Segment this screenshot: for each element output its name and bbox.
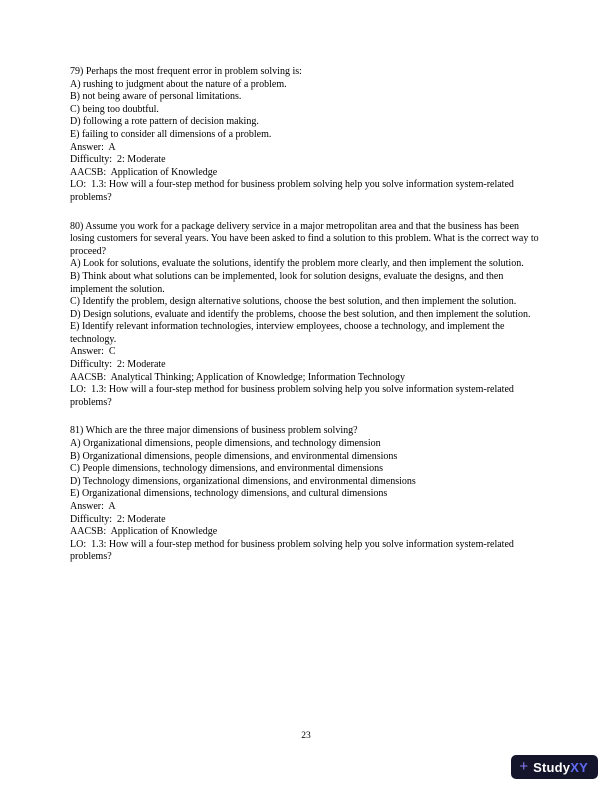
question-option-d: D) Technology dimensions, organizational dimensions, and environmental dimensions xyxy=(70,475,416,487)
lo-line: LO: 1.3: How will a four-step method for business problem solving help you solve information system-related problems? xyxy=(70,384,517,408)
question-option-e: E) Identify relevant information technologies, interview employees, choose a technology, and implement the technology. xyxy=(70,321,507,345)
question-option-a: A) rushing to judgment about the nature of a problem. xyxy=(70,78,287,90)
answer-line: Answer: C xyxy=(70,346,116,358)
question-option-b: B) Organizational dimensions, people dimensions, and environmental dimensions xyxy=(70,450,398,462)
question-option-c: C) being too doubtful. xyxy=(70,103,159,115)
plus-icon: + xyxy=(519,757,529,775)
question-option-d: D) following a rote pattern of decision making. xyxy=(70,116,259,128)
lo-line: LO: 1.3: How will a four-step method for business problem solving help you solve information system-related problems? xyxy=(70,538,517,563)
question-option-c: C) Identify the problem, design alternative solutions, choose the best solution, and then implement the solution. xyxy=(70,296,517,308)
question-block-81 xyxy=(70,425,540,564)
aacsb-line: AACSB: Application of Knowledge xyxy=(70,166,218,178)
question-block-79 xyxy=(70,66,540,205)
question-option-a: A) Organizational dimensions, people dimensions, and technology dimension xyxy=(70,438,381,450)
difficulty-line: Difficulty: 2: Moderate xyxy=(70,359,166,371)
difficulty-line: Difficulty: 2: Moderate xyxy=(70,154,166,166)
page-number: 23 xyxy=(301,731,311,741)
answer-line: Answer: A xyxy=(70,141,116,153)
page-content xyxy=(70,66,540,580)
question-option-e: E) failing to consider all dimensions of a problem. xyxy=(70,128,272,140)
answer-line: Answer: A xyxy=(70,501,116,512)
studyxy-logo xyxy=(511,755,598,779)
question-stem: 80) Assume you work for a package delivery service in a major metropolitan area and that the business has been losing customers for several years. You have been asked to find a solution to this problem. What is the correct way to proceed? xyxy=(70,220,542,257)
question-option-d: D) Design solutions, evaluate and identify the problems, choose the best solution, and then implement the solution. xyxy=(70,308,531,320)
aacsb-line: AACSB: Analytical Thinking; Application of Knowledge; Information Technology xyxy=(70,371,405,383)
question-option-e: E) Organizational dimensions, technology dimensions, and cultural dimensions xyxy=(70,488,388,500)
question-option-b: B) Think about what solutions can be implemented, look for solution designs, evaluate the designs, and then implement the solution. xyxy=(70,270,506,295)
brand-text xyxy=(533,760,588,775)
brand-name-secondary: XY xyxy=(570,759,588,775)
difficulty-line: Difficulty: 2: Moderate xyxy=(70,513,166,525)
brand-name-primary: Study xyxy=(533,759,571,775)
question-option-c: C) People dimensions, technology dimensions, and environmental dimensions xyxy=(70,463,384,475)
question-stem: 81) Which are the three major dimensions of business problem solving? xyxy=(70,425,358,437)
question-stem: 79) Perhaps the most frequent error in problem solving is: xyxy=(70,66,302,77)
lo-line: LO: 1.3: How will a four-step method for business problem solving help you solve information system-related problems? xyxy=(70,179,517,203)
question-option-a: A) Look for solutions, evaluate the solutions, identify the problem more clearly, and then implement the solution. xyxy=(70,258,524,270)
question-option-b: B) not being aware of personal limitations. xyxy=(70,91,242,103)
question-block-80 xyxy=(70,221,540,410)
aacsb-line: AACSB: Application of Knowledge xyxy=(70,526,218,538)
